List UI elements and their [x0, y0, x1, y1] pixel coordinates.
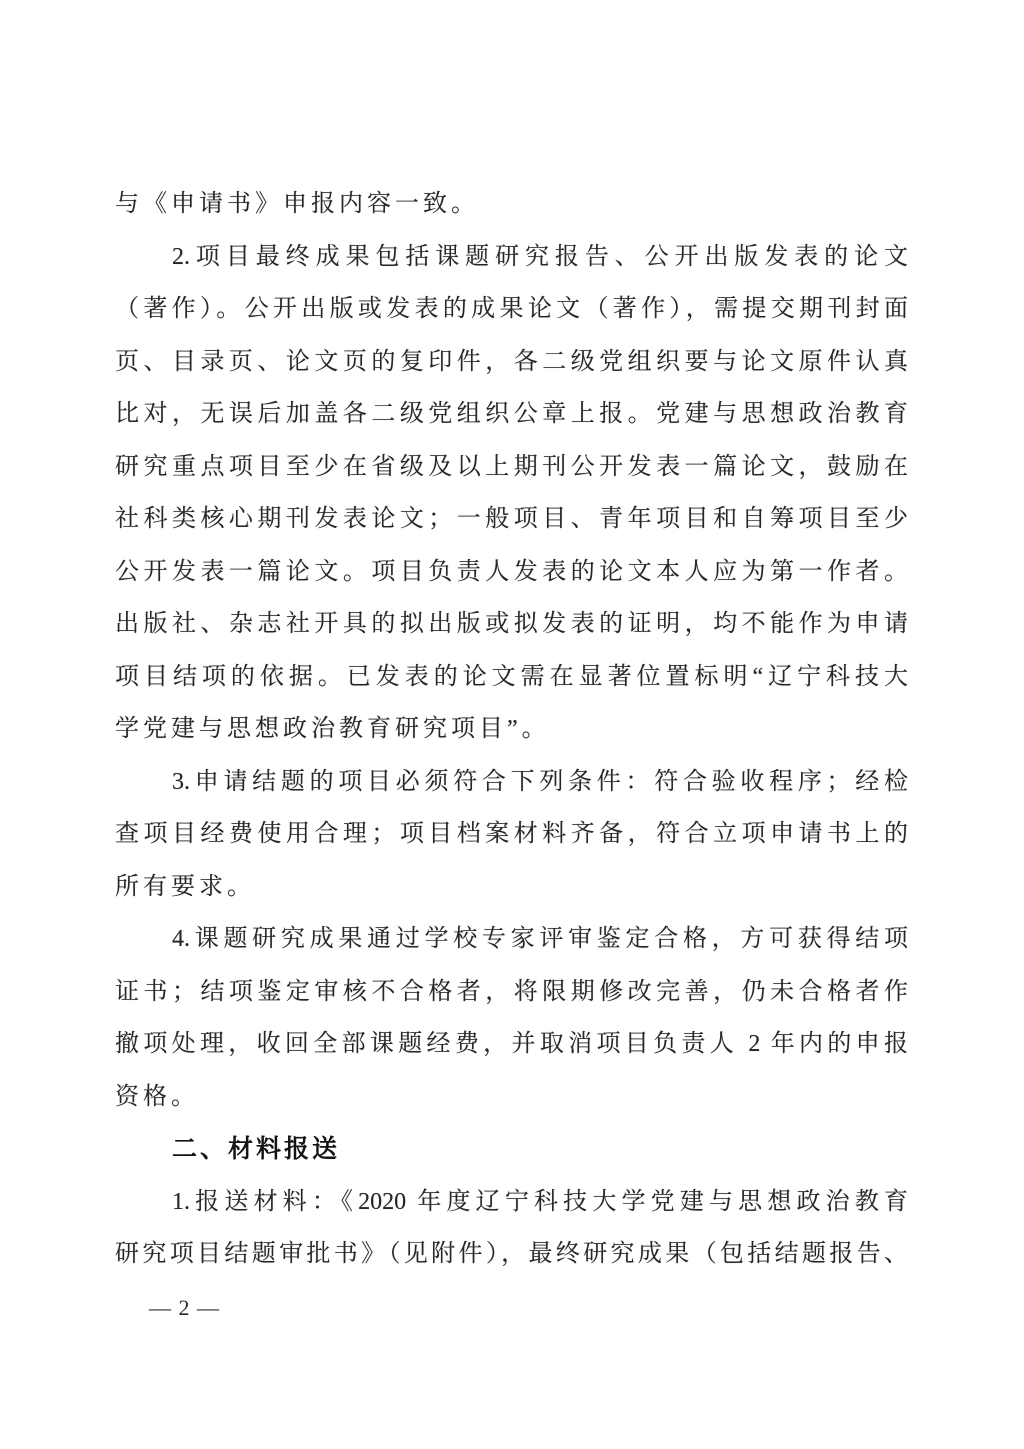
doc-line: 研究重点项目至少在省级及以上期刊公开发表一篇论文，鼓励在 [115, 453, 908, 480]
doc-line: 公开发表一篇论文。项目负责人发表的论文本人应为第一作者。 [115, 558, 908, 585]
doc-line: 页、目录页、论文页的复印件，各二级党组织要与论文原件认真 [115, 348, 908, 375]
doc-line: 证书；结项鉴定审核不合格者，将限期修改完善，仍未合格者作 [115, 978, 908, 1005]
section-heading: 二、材料报送 [172, 1135, 341, 1163]
doc-line: 撤项处理，收回全部课题经费，并取消项目负责人 2 年内的申报 [115, 1031, 908, 1057]
doc-line: 查项目经费使用合理；项目档案材料齐备，符合立项申请书上的 [115, 821, 908, 847]
doc-line: 1.报送材料：《2020 年度辽宁科技大学党建与思想政治教育 [172, 1188, 908, 1215]
doc-line: 比对，无误后加盖各二级党组织公章上报。党建与思想政治教育 [115, 401, 908, 427]
doc-line: 4.课题研究成果通过学校专家评审鉴定合格，方可获得结项 [172, 926, 908, 952]
doc-line: 与《申请书》申报内容一致。 [115, 191, 479, 217]
doc-line: 资格。 [115, 1083, 199, 1110]
doc-line: 出版社、杂志社开具的拟出版或拟发表的证明，均不能作为申请 [115, 611, 908, 637]
document-body [115, 178, 908, 1281]
doc-line: （著作）。公开出版或发表的成果论文（著作），需提交期刊封面 [115, 296, 908, 322]
doc-line: 所有要求。 [115, 873, 255, 900]
doc-line: 学党建与思想政治教育研究项目”。 [115, 716, 550, 742]
page-number: — 2 — [149, 1295, 220, 1320]
doc-line: 项目结项的依据。已发表的论文需在显著位置标明“辽宁科技大 [115, 663, 908, 690]
doc-line: 3.申请结题的项目必须符合下列条件：符合验收程序；经检 [172, 768, 908, 795]
doc-line: 2.项目最终成果包括课题研究报告、公开出版发表的论文 [172, 243, 908, 270]
doc-line: 研究项目结题审批书》（见附件），最终研究成果（包括结题报告、 [115, 1241, 908, 1267]
doc-line: 社科类核心期刊发表论文；一般项目、青年项目和自筹项目至少 [115, 506, 908, 532]
